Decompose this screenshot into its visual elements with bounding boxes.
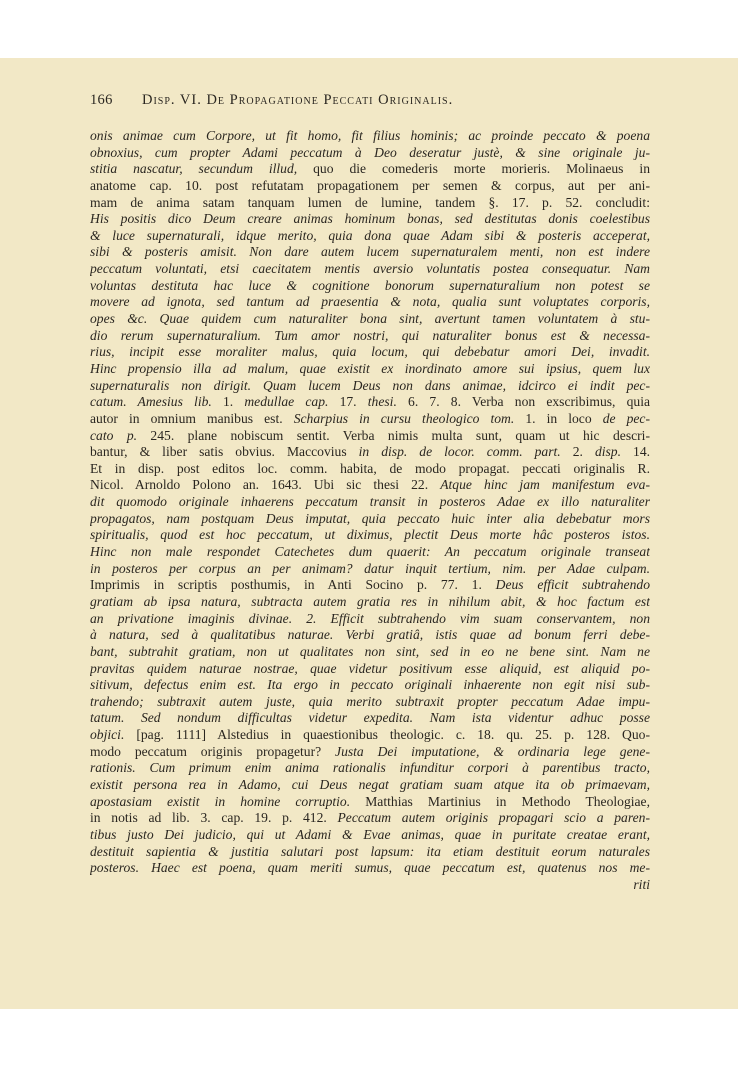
text-segment: 245. plane nobiscum sentit. Verba nimis multa sunt, quam ut hic descri- [137, 427, 650, 443]
text-line [90, 294, 650, 311]
text-line [90, 361, 650, 378]
text-line [90, 128, 650, 145]
text-segment: onis animae cum Corpore, ut fit homo, fit filius hominis; ac proinde peccato & poena [90, 128, 650, 143]
text-segment: His positis dico Deum creare animas hominum bonas, sed destitutas donis coelestibus [90, 211, 650, 227]
text-segment: destituit sapientia & justitia salutari post lapsum: ita etiam destituit eorum naturales [90, 843, 650, 859]
text-line [90, 344, 650, 361]
text-line [90, 544, 650, 561]
text-segment: Matthias Martinius in Methodo Theologiae, [350, 793, 650, 809]
text-line [90, 378, 650, 395]
text-line [90, 477, 650, 494]
text-segment: Scharpius in cursu theologico tom. [293, 410, 515, 426]
text-segment: thesi. [367, 394, 397, 410]
text-line [90, 577, 650, 594]
text-line [90, 677, 650, 694]
text-line [90, 844, 650, 861]
body-text [90, 128, 650, 893]
text-segment: Justa Dei imputatione, & ordinaria lege gene- [335, 743, 650, 759]
page-number: 166 [90, 92, 113, 108]
text-segment: 14. [621, 444, 650, 460]
text-segment: propagatos, nam postquam Deus imputat, quia peccato huic inter alia debebatur mors [90, 510, 650, 526]
text-line [90, 394, 650, 411]
text-segment: objici. [90, 727, 125, 743]
text-segment: Hinc non male respondet Catechetes dum quaerit: An peccatum originale transeat [90, 544, 650, 560]
text-line [90, 145, 650, 162]
text-segment: autor in omnium manibus est. [90, 410, 294, 426]
text-line [90, 494, 650, 511]
text-line [90, 661, 650, 678]
text-segment: an privatione imaginis divinae. 2. Efficit subtrahendo vim suam conservantem, non [90, 610, 650, 626]
text-line [90, 444, 650, 461]
text-segment: in disp. de locor. comm. part. [358, 444, 561, 460]
text-line [90, 611, 650, 628]
text-segment: Hinc propensio illa ad malum, quae existit ex inordinato amore sui ipsius, quem lux [90, 360, 650, 376]
text-segment: [pag. 1111] Alstedius in quaestionibus theologic. c. 18. qu. 25. p. 128. Quo- [124, 727, 650, 743]
text-segment: Deus efficit subtrahendo [495, 577, 650, 593]
text-segment: medullae cap. [244, 394, 329, 410]
text-line [90, 744, 650, 761]
page-header [90, 92, 650, 109]
text-segment: opes &c. Quae quidem cum naturaliter bona sint, avertunt tamen voluntatem à stu- [90, 311, 650, 327]
text-segment: cato p. [90, 427, 138, 443]
text-line [90, 561, 650, 578]
text-line [90, 794, 650, 811]
text-line [90, 594, 650, 611]
text-line [90, 211, 650, 228]
text-segment: anatome cap. 10. post refutatam propagationem per semen & corpus, aut per ani- [90, 177, 650, 193]
text-line [90, 511, 650, 528]
text-line [90, 727, 650, 744]
text-line [90, 244, 650, 261]
text-line [90, 328, 650, 345]
text-segment: Imprimis in scriptis posthumis, in Anti Socino p. 77. 1. [90, 577, 496, 593]
text-segment: Nicol. Arnoldo Polono an. 1643. Ubi sic thesi 22. [90, 477, 441, 493]
text-segment: & luce supernaturali, idque merito, quia dona quae Adam sibi & posteris acceperat, [90, 227, 650, 243]
text-line [90, 428, 650, 445]
text-line [90, 877, 650, 894]
text-line [90, 461, 650, 478]
text-segment: peccatum voluntati, etsi caecitatem mentis aversio voluntatis postea consequatur. Nam [90, 261, 650, 277]
text-line [90, 777, 650, 794]
text-segment: tibus justo Dei judicio, qui ut Adami & Evae animas, quae in puritate creatae erant, [90, 826, 650, 842]
text-segment: pravitas quidem naturae nostrae, quae videtur positivum esse aliquid, est aliquid po- [90, 660, 650, 676]
text-segment: bantur, & liber satis obvius. Maccovius [90, 444, 359, 460]
text-segment: mam de anima satam tanquam lumen de lumine, tandem §. 17. p. 52. concludit: [90, 194, 650, 210]
text-segment: de pec- [602, 410, 650, 426]
text-segment: gratiam ab ipsa natura, subtracta autem gratia res in nihilum abit, & hoc factum est [90, 593, 650, 609]
text-segment: stitia nascatur, secundum illud, [90, 161, 298, 177]
text-line [90, 644, 650, 661]
text-segment: in posteros per corpus an per animam? datur inquit tertium, nim. per Adae culpam. [90, 560, 650, 576]
text-line [90, 195, 650, 212]
text-line [90, 411, 650, 428]
text-segment: obnoxius, cum propter Adami peccatum à Deo deseratur justè, & sine originale ju- [90, 144, 650, 160]
text-segment: rationis. Cum primum enim anima rationalis infunditur corpori à parentibus tracto, [90, 760, 650, 776]
text-segment: apostasiam existit in homine corruptio. [90, 793, 351, 809]
text-line [90, 311, 650, 328]
text-segment: existit persona rea in Adamo, cui Deus negat gratiam suam atque ita ob primaevam, [90, 776, 650, 792]
text-segment: Et in disp. post editos loc. comm. habita, de modo propagat. peccati originalis R. [90, 460, 650, 476]
text-segment: à natura, sed à qualitatibus naturae. Verbi gratiâ, istis quae ad bonum ferri debe- [90, 627, 650, 643]
text-segment: in notis ad lib. 3. cap. 19. p. 412. [90, 810, 338, 826]
text-segment: rius, incipit esse moraliter malus, quia locum, qui debebatur amori Dei, invadit. [90, 344, 650, 360]
text-segment: posteros. Haec est poena, quam meriti sumus, quae peccatum est, quatenus nos me- [90, 860, 650, 876]
text-segment: modo peccatum originis propagetur? [90, 743, 336, 759]
text-segment: voluntas destituta hac luce & cognitione bonorum supernaturalium non potest se [90, 277, 650, 293]
text-segment: Peccatum autem originis propagari scio a paren- [337, 810, 650, 826]
text-segment: Atque hinc jam manifestum eva- [440, 477, 650, 493]
text-segment: dit quomodo originale inhaerens peccatum transit in posteros Adae ex illo naturaliter [90, 494, 650, 510]
text-line [90, 860, 650, 877]
text-line [90, 760, 650, 777]
text-segment: 17. [328, 394, 368, 410]
text-line [90, 228, 650, 245]
text-segment: riti [633, 876, 650, 892]
text-segment: movere ad ignota, sed tantum ad praesentia & nota, qualia sunt voluptates corporis, [90, 294, 650, 310]
text-line [90, 694, 650, 711]
text-line [90, 161, 650, 178]
book-page [0, 58, 738, 1009]
text-segment: disp. [594, 444, 621, 460]
text-segment: spiritualis, quod est hoc peccatum, ut diximus, plectit Deus morte hâc posteros istos. [90, 527, 650, 543]
text-segment: dio rerum supernaturalium. Tum amor nostri, qui naturaliter bonus est & necessa- [90, 327, 650, 343]
text-segment: sibi & posteris amisit. Non dare autem lucem supernaturalem menti, non est indere [90, 244, 650, 260]
text-line [90, 810, 650, 827]
text-segment: 1. [211, 394, 245, 410]
text-line [90, 527, 650, 544]
text-segment: tatum. Sed nondum difficultas videtur expedita. Nam ista videntur adhuc posse [90, 710, 650, 726]
running-title: Disp. VI. De Propagatione Peccati Originalis. [142, 92, 454, 108]
text-line [90, 278, 650, 295]
text-line [90, 627, 650, 644]
text-line [90, 261, 650, 278]
text-line [90, 827, 650, 844]
text-segment: 1. in loco [514, 410, 603, 426]
text-segment: 2. [560, 444, 595, 460]
text-line [90, 710, 650, 727]
text-segment: quo die comederis morte morieris. Molinaeus in [297, 161, 650, 177]
text-segment: catum. Amesius lib. [90, 394, 212, 410]
text-segment: supernaturalis non dirigit. Quam lucem Deus non dans animae, idcirco ei indit pec- [90, 377, 650, 393]
text-segment: bant, subtrahit gratiam, non ut qualitates non sint, sed in eo ne bene sint. Nam ne [90, 643, 650, 659]
text-segment: 6. 7. 8. Verba non exscribimus, quia [396, 394, 650, 410]
text-segment: trahendo; subtraxit autem juste, quia merito subtraxit propter peccatum Adae impu- [90, 693, 650, 709]
text-segment: sitivum, defectus enim est. Ita ergo in peccato originali inhaerente non egit nisi sub- [90, 677, 650, 693]
text-line [90, 178, 650, 195]
